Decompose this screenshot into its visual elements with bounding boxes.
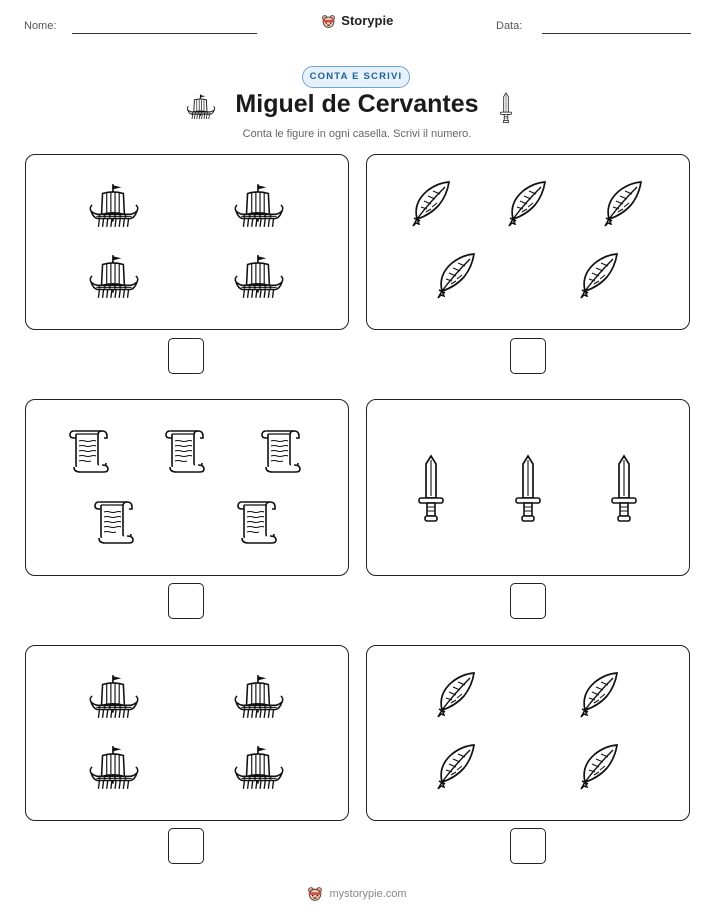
answer-box-2[interactable] bbox=[510, 338, 546, 374]
count-panel-6 bbox=[366, 645, 690, 821]
count-panel-1 bbox=[25, 154, 349, 330]
count-panel-5 bbox=[25, 645, 349, 821]
ship-icon bbox=[233, 742, 285, 794]
quill-icon bbox=[405, 179, 455, 229]
answer-box-3[interactable] bbox=[168, 583, 204, 619]
sword-icon bbox=[499, 92, 513, 124]
sword-icon bbox=[513, 454, 543, 524]
quill-icon bbox=[573, 742, 623, 792]
quill-icon bbox=[573, 670, 623, 720]
quill-icon bbox=[573, 251, 623, 301]
quill-icon bbox=[430, 251, 480, 301]
footer-url: mystorypie.com bbox=[329, 887, 407, 900]
answer-box-5[interactable] bbox=[168, 828, 204, 864]
quill-icon bbox=[430, 670, 480, 720]
ship-icon bbox=[88, 742, 140, 794]
ship-icon bbox=[88, 180, 140, 232]
brand-name: Storypie bbox=[341, 13, 394, 28]
quill-icon bbox=[501, 179, 551, 229]
ship-icon bbox=[233, 251, 285, 303]
sword-icon bbox=[609, 454, 639, 524]
brand bbox=[0, 13, 714, 29]
ship-icon bbox=[88, 251, 140, 303]
ship-icon bbox=[233, 180, 285, 232]
quill-icon bbox=[597, 179, 647, 229]
scroll-icon bbox=[89, 496, 139, 546]
count-panel-3 bbox=[25, 399, 349, 576]
ship-icon bbox=[233, 671, 285, 723]
footer bbox=[0, 886, 714, 902]
date-label: Data: bbox=[496, 20, 523, 32]
answer-box-1[interactable] bbox=[168, 338, 204, 374]
answer-box-4[interactable] bbox=[510, 583, 546, 619]
name-label: Nome: bbox=[24, 20, 57, 32]
scroll-icon bbox=[256, 425, 306, 475]
quill-icon bbox=[430, 742, 480, 792]
count-panel-2 bbox=[366, 154, 690, 330]
ship-icon bbox=[88, 671, 140, 723]
answer-box-6[interactable] bbox=[510, 828, 546, 864]
date-field[interactable] bbox=[542, 33, 691, 34]
bear-logo-icon bbox=[307, 886, 323, 902]
sword-icon bbox=[416, 454, 446, 524]
scroll-icon bbox=[160, 425, 210, 475]
scroll-icon bbox=[232, 496, 282, 546]
name-field[interactable] bbox=[72, 33, 257, 34]
activity-badge: CONTA E SCRIVI bbox=[302, 66, 410, 88]
instructions: Conta le figure in ogni casella. Scrivi il numero. bbox=[242, 128, 472, 140]
page-title: Miguel de Cervantes bbox=[235, 90, 479, 118]
bear-logo-icon bbox=[321, 14, 336, 29]
scroll-icon bbox=[64, 425, 114, 475]
count-panel-4 bbox=[366, 399, 690, 576]
